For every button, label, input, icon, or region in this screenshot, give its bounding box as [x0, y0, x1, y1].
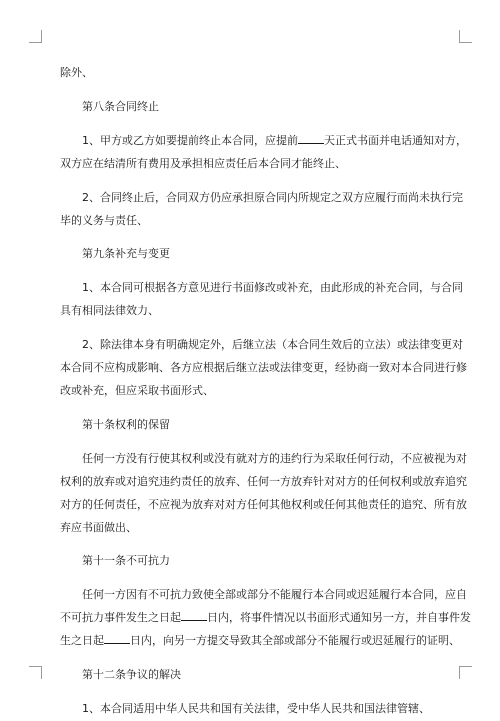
article-9-clause-1	[60, 277, 463, 323]
document-body	[60, 62, 471, 721]
article-11-heading	[60, 550, 444, 573]
text-line: 弃应书面做出、	[60, 520, 137, 534]
article-9-clause-2	[60, 334, 467, 403]
crop-mark-bottom-right	[459, 666, 472, 679]
article-9-heading	[60, 243, 444, 266]
text-line: 任何一方没有行使其权利或没有就对方的违约行为采取任何行动，不应被视为对	[82, 451, 467, 465]
text-line: 1、本合同适用中华人民共和国有关法律，受中华人民共和国法律管辖、	[82, 701, 430, 715]
text-line: 1、甲方或乙方如要提前终止本合同，应提前 天正式书面并电话通知对方，	[82, 133, 467, 147]
crop-mark-top-left	[29, 30, 42, 43]
text-line: 毕的义务与责任、	[60, 213, 148, 227]
article-8-clause-2	[60, 187, 463, 233]
article-12-clause-1	[60, 698, 444, 721]
text-line: 1、本合同可根据各方意见进行书面修改或补充，由此形成的补充合同，与合同	[82, 281, 463, 295]
article-11-body	[60, 584, 471, 653]
heading-text: 第十二条争议的解决	[82, 668, 181, 682]
text-line: 权利的放弃或对追究违约责任的放弃、任何一方放弃针对对方的任何权利或放弃追究	[60, 474, 467, 488]
heading-text: 第八条合同终止	[82, 99, 159, 113]
crop-mark-top-right	[459, 30, 472, 43]
heading-text: 第九条补充与变更	[82, 247, 170, 261]
text-line: 本合同不应构成影响、各方应根据后继立法或法律变更，经协商一致对本合同进行修	[60, 361, 467, 375]
text-line: 任何一方因有不可抗力致使全部或部分不能履行本合同或迟延履行本合同，应自	[82, 588, 467, 602]
article-10-body	[60, 448, 467, 540]
text-line: 不可抗力事件发生之日起 日内，将事件情况以书面形式通知另一方，并自事件发	[60, 611, 471, 625]
paragraph-continuation	[60, 62, 444, 85]
text-line: 具有相同法律效力、	[60, 304, 159, 318]
fill-in-blank	[104, 633, 130, 644]
text-line: 除外、	[60, 66, 93, 79]
text-line: 生之日起 日内，向另一方提交导致其全部或部分不能履行或迟延履行的证明、	[60, 634, 460, 648]
text-line: 2、合同终止后，合同双方仍应承担原合同内所规定之双方应履行而尚未执行完	[82, 190, 463, 204]
text-line: 双方应在结清所有费用及承担相应责任后本合同才能终止、	[60, 156, 346, 170]
heading-text: 第十一条不可抗力	[82, 554, 170, 568]
article-8-heading	[60, 96, 444, 119]
text-line: 对方的任何责任，不应视为放弃对对方任何其他权利或任何其他责任的追究、所有放	[60, 497, 467, 511]
text-line: 改或补充，但应采取书面形式、	[60, 383, 214, 397]
heading-text: 第十条权利的保留	[82, 417, 170, 431]
article-12-heading	[60, 664, 444, 687]
article-10-heading	[60, 414, 444, 437]
crop-mark-bottom-left	[29, 666, 42, 679]
text-line: 2、除法律本身有明确规定外，后继立法（本合同生效后的立法）或法律变更对	[82, 338, 463, 352]
article-8-clause-1	[60, 130, 467, 176]
fill-in-blank	[181, 610, 207, 621]
fill-in-blank	[298, 133, 324, 144]
